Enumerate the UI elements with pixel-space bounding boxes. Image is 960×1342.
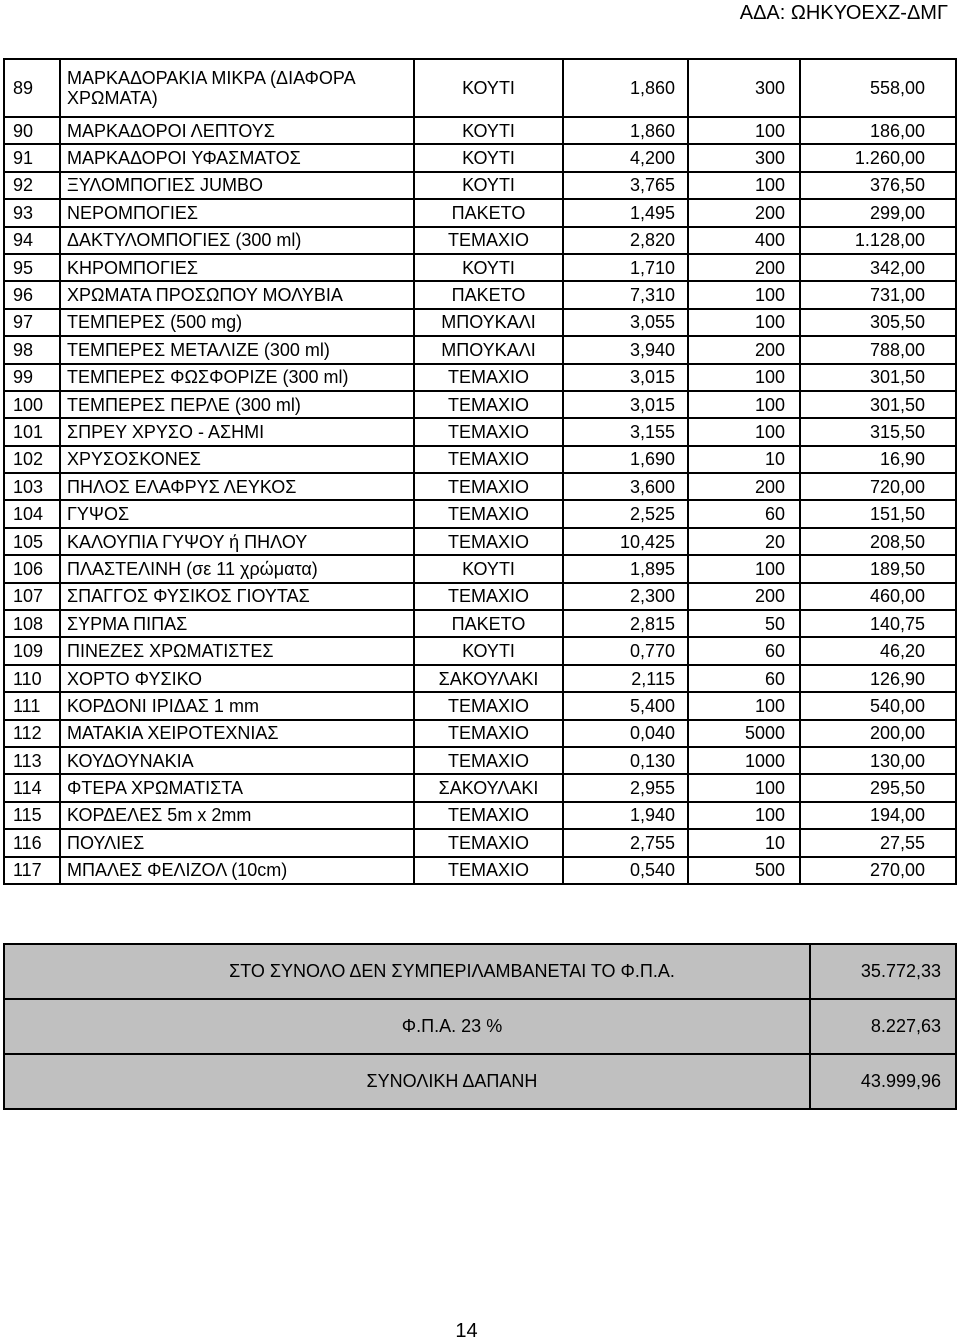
item-name-cell: ΞΥΛΟΜΠΟΓΙΕΣ JUMBO [60, 172, 414, 199]
item-quantity-cell: 200 [688, 199, 800, 226]
item-total-cell: 558,00 [800, 59, 956, 117]
table-row [4, 747, 956, 774]
item-total-cell: 200,00 [800, 720, 956, 747]
item-quantity-cell: 300 [688, 144, 800, 171]
item-number-cell: 95 [4, 254, 60, 281]
item-quantity-cell: 5000 [688, 720, 800, 747]
table-row [4, 802, 956, 829]
item-number-cell: 114 [4, 774, 60, 801]
item-number-cell: 102 [4, 446, 60, 473]
item-quantity-cell: 200 [688, 254, 800, 281]
item-unit-cell: ΤΕΜΑΧΙΟ [414, 583, 563, 610]
item-quantity-cell: 100 [688, 418, 800, 445]
summary-row [4, 944, 956, 999]
item-unit-price-cell: 2,115 [563, 665, 688, 692]
item-quantity-cell: 400 [688, 227, 800, 254]
item-unit-price-cell: 0,540 [563, 857, 688, 884]
table-row [4, 555, 956, 582]
item-number-cell: 116 [4, 829, 60, 856]
item-quantity-cell: 50 [688, 610, 800, 637]
item-unit-price-cell: 7,310 [563, 281, 688, 308]
item-unit-price-cell: 0,040 [563, 720, 688, 747]
summary-value: 35.772,33 [810, 944, 956, 999]
item-total-cell: 130,00 [800, 747, 956, 774]
item-unit-cell: ΚΟΥΤΙ [414, 117, 563, 144]
item-unit-cell: ΤΕΜΑΧΙΟ [414, 692, 563, 719]
item-number-cell: 113 [4, 747, 60, 774]
item-quantity-cell: 1000 [688, 747, 800, 774]
item-unit-price-cell: 1,860 [563, 117, 688, 144]
item-unit-price-cell: 0,770 [563, 637, 688, 664]
table-row [4, 227, 956, 254]
item-total-cell: 460,00 [800, 583, 956, 610]
item-name-cell: ΓΥΨΟΣ [60, 500, 414, 527]
item-unit-price-cell: 2,300 [563, 583, 688, 610]
item-unit-cell: ΠΑΚΕΤΟ [414, 610, 563, 637]
item-unit-cell: ΠΑΚΕΤΟ [414, 281, 563, 308]
page-number: 14 [455, 1320, 478, 1342]
summary-label: ΣΤΟ ΣΥΝΟΛΟ ΔΕΝ ΣΥΜΠΕΡΙΛΑΜΒΑΝΕΤΑΙ ΤΟ Φ.Π.Α. [4, 944, 810, 999]
table-row [4, 528, 956, 555]
item-unit-cell: ΣΑΚΟΥΛΑΚΙ [414, 665, 563, 692]
summary-label: ΣΥΝΟΛΙΚΗ ΔΑΠΑΝΗ [4, 1054, 810, 1109]
item-name-cell: ΔΑΚΤΥΛΟΜΠΟΓΙΕΣ (300 ml) [60, 227, 414, 254]
item-name-cell: ΚΗΡΟΜΠΟΓΙΕΣ [60, 254, 414, 281]
table-row [4, 446, 956, 473]
item-name-cell: ΜΠΑΛΕΣ ΦΕΛΙΖΟΛ (10cm) [60, 857, 414, 884]
item-unit-price-cell: 1,895 [563, 555, 688, 582]
item-number-cell: 98 [4, 336, 60, 363]
item-name-cell: ΠΗΛΟΣ ΕΛΑΦΡΥΣ ΛΕΥΚΟΣ [60, 473, 414, 500]
item-number-cell: 108 [4, 610, 60, 637]
item-unit-price-cell: 2,820 [563, 227, 688, 254]
item-unit-cell: ΤΕΜΑΧΙΟ [414, 802, 563, 829]
item-quantity-cell: 60 [688, 665, 800, 692]
item-quantity-cell: 100 [688, 364, 800, 391]
item-total-cell: 788,00 [800, 336, 956, 363]
item-unit-price-cell: 3,600 [563, 473, 688, 500]
item-unit-cell: ΜΠΟΥΚΑΛΙ [414, 309, 563, 336]
table-row [4, 418, 956, 445]
summary-table [3, 943, 957, 1110]
table-row [4, 857, 956, 884]
item-total-cell: 189,50 [800, 555, 956, 582]
table-row [4, 199, 956, 226]
item-unit-price-cell: 5,400 [563, 692, 688, 719]
item-quantity-cell: 20 [688, 528, 800, 555]
item-unit-price-cell: 4,200 [563, 144, 688, 171]
item-unit-cell: ΤΕΜΑΧΙΟ [414, 857, 563, 884]
item-unit-price-cell: 1,690 [563, 446, 688, 473]
item-unit-cell: ΚΟΥΤΙ [414, 59, 563, 117]
item-total-cell: 301,50 [800, 364, 956, 391]
item-unit-cell: ΜΠΟΥΚΑΛΙ [414, 336, 563, 363]
item-total-cell: 301,50 [800, 391, 956, 418]
item-quantity-cell: 100 [688, 281, 800, 308]
item-name-cell: ΧΡΩΜΑΤΑ ΠΡΟΣΩΠΟΥ ΜΟΛΥΒΙΑ [60, 281, 414, 308]
item-number-cell: 111 [4, 692, 60, 719]
item-unit-cell: ΚΟΥΤΙ [414, 555, 563, 582]
item-total-cell: 315,50 [800, 418, 956, 445]
document-code: ΑΔΑ: ΩΗΚΥΟΕΧΖ-ΔΜΓ [739, 2, 948, 24]
item-number-cell: 112 [4, 720, 60, 747]
table-row [4, 720, 956, 747]
item-quantity-cell: 100 [688, 172, 800, 199]
item-quantity-cell: 200 [688, 583, 800, 610]
item-name-cell: ΤΕΜΠΕΡΕΣ ΦΩΣΦΟΡΙΖΕ (300 ml) [60, 364, 414, 391]
item-name-cell: ΤΕΜΠΕΡΕΣ ΜΕΤΑΛΙΖΕ (300 ml) [60, 336, 414, 363]
item-total-cell: 731,00 [800, 281, 956, 308]
item-total-cell: 126,90 [800, 665, 956, 692]
item-name-cell: ΠΛΑΣΤΕΛΙΝΗ (σε 11 χρώματα) [60, 555, 414, 582]
item-name-cell: ΧΟΡΤΟ ΦΥΣΙΚΟ [60, 665, 414, 692]
summary-value: 43.999,96 [810, 1054, 956, 1109]
item-name-cell: ΣΠΡΕΥ ΧΡΥΣΟ - ΑΣΗΜΙ [60, 418, 414, 445]
table-row [4, 637, 956, 664]
item-total-cell: 270,00 [800, 857, 956, 884]
item-number-cell: 103 [4, 473, 60, 500]
item-quantity-cell: 100 [688, 117, 800, 144]
item-unit-cell: ΤΕΜΑΧΙΟ [414, 829, 563, 856]
table-row [4, 144, 956, 171]
item-total-cell: 151,50 [800, 500, 956, 527]
item-unit-price-cell: 1,495 [563, 199, 688, 226]
item-name-cell: ΚΑΛΟΥΠΙΑ ΓΥΨΟΥ ή ΠΗΛΟΥ [60, 528, 414, 555]
item-unit-price-cell: 1,940 [563, 802, 688, 829]
table-row [4, 829, 956, 856]
item-total-cell: 305,50 [800, 309, 956, 336]
item-unit-price-cell: 3,055 [563, 309, 688, 336]
table-row [4, 500, 956, 527]
item-number-cell: 105 [4, 528, 60, 555]
item-number-cell: 99 [4, 364, 60, 391]
table-row [4, 391, 956, 418]
item-number-cell: 110 [4, 665, 60, 692]
item-name-cell: ΜΑΤΑΚΙΑ ΧΕΙΡΟΤΕΧΝΙΑΣ [60, 720, 414, 747]
summary-row [4, 1054, 956, 1109]
item-unit-price-cell: 3,015 [563, 391, 688, 418]
item-number-cell: 90 [4, 117, 60, 144]
table-row [4, 364, 956, 391]
item-unit-price-cell: 2,815 [563, 610, 688, 637]
item-total-cell: 27,55 [800, 829, 956, 856]
summary-table-body [4, 944, 956, 1109]
summary-row [4, 999, 956, 1054]
item-number-cell: 109 [4, 637, 60, 664]
table-row [4, 774, 956, 801]
item-unit-cell: ΤΕΜΑΧΙΟ [414, 227, 563, 254]
item-number-cell: 97 [4, 309, 60, 336]
item-name-cell: ΜΑΡΚΑΔΟΡΟΙ ΛΕΠΤΟΥΣ [60, 117, 414, 144]
item-quantity-cell: 100 [688, 391, 800, 418]
item-quantity-cell: 200 [688, 336, 800, 363]
table-row [4, 172, 956, 199]
item-number-cell: 96 [4, 281, 60, 308]
item-quantity-cell: 100 [688, 774, 800, 801]
item-unit-price-cell: 0,130 [563, 747, 688, 774]
item-total-cell: 342,00 [800, 254, 956, 281]
items-table [3, 58, 957, 885]
item-total-cell: 295,50 [800, 774, 956, 801]
item-unit-price-cell: 2,955 [563, 774, 688, 801]
item-quantity-cell: 100 [688, 802, 800, 829]
item-number-cell: 115 [4, 802, 60, 829]
item-quantity-cell: 100 [688, 555, 800, 582]
item-total-cell: 140,75 [800, 610, 956, 637]
item-name-cell: ΚΟΥΔΟΥΝΑΚΙΑ [60, 747, 414, 774]
item-total-cell: 194,00 [800, 802, 956, 829]
item-total-cell: 1.128,00 [800, 227, 956, 254]
table-row [4, 692, 956, 719]
item-unit-price-cell: 1,710 [563, 254, 688, 281]
item-unit-price-cell: 2,525 [563, 500, 688, 527]
item-unit-cell: ΤΕΜΑΧΙΟ [414, 364, 563, 391]
item-number-cell: 92 [4, 172, 60, 199]
item-quantity-cell: 300 [688, 59, 800, 117]
item-total-cell: 1.260,00 [800, 144, 956, 171]
item-number-cell: 100 [4, 391, 60, 418]
item-name-cell: ΦΤΕΡΑ ΧΡΩΜΑΤΙΣΤΑ [60, 774, 414, 801]
item-total-cell: 299,00 [800, 199, 956, 226]
item-name-cell: ΠΙΝΕΖΕΣ ΧΡΩΜΑΤΙΣΤΕΣ [60, 637, 414, 664]
item-total-cell: 720,00 [800, 473, 956, 500]
item-quantity-cell: 200 [688, 473, 800, 500]
item-number-cell: 107 [4, 583, 60, 610]
item-unit-cell: ΤΕΜΑΧΙΟ [414, 528, 563, 555]
item-unit-cell: ΤΕΜΑΧΙΟ [414, 418, 563, 445]
item-name-cell: ΤΕΜΠΕΡΕΣ ΠΕΡΛΕ (300 ml) [60, 391, 414, 418]
table-row [4, 473, 956, 500]
table-row [4, 336, 956, 363]
table-row [4, 665, 956, 692]
item-total-cell: 376,50 [800, 172, 956, 199]
item-name-cell: ΧΡΥΣΟΣΚΟΝΕΣ [60, 446, 414, 473]
item-total-cell: 46,20 [800, 637, 956, 664]
item-number-cell: 101 [4, 418, 60, 445]
item-quantity-cell: 60 [688, 500, 800, 527]
item-unit-cell: ΤΕΜΑΧΙΟ [414, 747, 563, 774]
item-name-cell: ΠΟΥΛΙΕΣ [60, 829, 414, 856]
item-unit-cell: ΤΕΜΑΧΙΟ [414, 720, 563, 747]
table-row [4, 117, 956, 144]
item-number-cell: 93 [4, 199, 60, 226]
item-number-cell: 106 [4, 555, 60, 582]
item-name-cell: ΜΑΡΚΑΔΟΡΑΚΙΑ ΜΙΚΡΑ (ΔΙΑΦΟΡΑ ΧΡΩΜΑΤΑ) [60, 59, 414, 117]
item-unit-price-cell: 3,015 [563, 364, 688, 391]
item-unit-cell: ΤΕΜΑΧΙΟ [414, 500, 563, 527]
item-quantity-cell: 60 [688, 637, 800, 664]
item-name-cell: ΚΟΡΔΟΝΙ ΙΡΙΔΑΣ 1 mm [60, 692, 414, 719]
item-number-cell: 91 [4, 144, 60, 171]
item-number-cell: 94 [4, 227, 60, 254]
item-name-cell: ΣΥΡΜΑ ΠΙΠΑΣ [60, 610, 414, 637]
item-quantity-cell: 100 [688, 309, 800, 336]
item-unit-cell: ΚΟΥΤΙ [414, 144, 563, 171]
table-row [4, 610, 956, 637]
item-total-cell: 208,50 [800, 528, 956, 555]
item-total-cell: 540,00 [800, 692, 956, 719]
item-total-cell: 16,90 [800, 446, 956, 473]
table-row [4, 254, 956, 281]
item-number-cell: 117 [4, 857, 60, 884]
item-unit-cell: ΤΕΜΑΧΙΟ [414, 473, 563, 500]
items-table-body [4, 59, 956, 884]
item-quantity-cell: 500 [688, 857, 800, 884]
item-unit-price-cell: 3,765 [563, 172, 688, 199]
item-quantity-cell: 10 [688, 446, 800, 473]
item-unit-price-cell: 1,860 [563, 59, 688, 117]
table-row [4, 59, 956, 117]
item-name-cell: ΜΑΡΚΑΔΟΡΟΙ ΥΦΑΣΜΑΤΟΣ [60, 144, 414, 171]
item-unit-price-cell: 3,940 [563, 336, 688, 363]
item-quantity-cell: 10 [688, 829, 800, 856]
table-row [4, 583, 956, 610]
item-total-cell: 186,00 [800, 117, 956, 144]
item-unit-cell: ΤΕΜΑΧΙΟ [414, 446, 563, 473]
item-unit-cell: ΚΟΥΤΙ [414, 637, 563, 664]
item-unit-price-cell: 2,755 [563, 829, 688, 856]
table-row [4, 281, 956, 308]
item-quantity-cell: 100 [688, 692, 800, 719]
item-unit-price-cell: 3,155 [563, 418, 688, 445]
item-unit-cell: ΚΟΥΤΙ [414, 254, 563, 281]
item-name-cell: ΚΟΡΔΕΛΕΣ 5m x 2mm [60, 802, 414, 829]
item-name-cell: ΣΠΑΓΓΟΣ ΦΥΣΙΚΟΣ ΓΙΟΥΤΑΣ [60, 583, 414, 610]
item-unit-cell: ΤΕΜΑΧΙΟ [414, 391, 563, 418]
item-number-cell: 89 [4, 59, 60, 117]
item-name-cell: ΝΕΡΟΜΠΟΓΙΕΣ [60, 199, 414, 226]
summary-value: 8.227,63 [810, 999, 956, 1054]
item-name-cell: ΤΕΜΠΕΡΕΣ (500 mg) [60, 309, 414, 336]
item-unit-price-cell: 10,425 [563, 528, 688, 555]
item-unit-cell: ΚΟΥΤΙ [414, 172, 563, 199]
summary-label: Φ.Π.Α. 23 % [4, 999, 810, 1054]
item-unit-cell: ΠΑΚΕΤΟ [414, 199, 563, 226]
item-number-cell: 104 [4, 500, 60, 527]
item-unit-cell: ΣΑΚΟΥΛΑΚΙ [414, 774, 563, 801]
table-row [4, 309, 956, 336]
